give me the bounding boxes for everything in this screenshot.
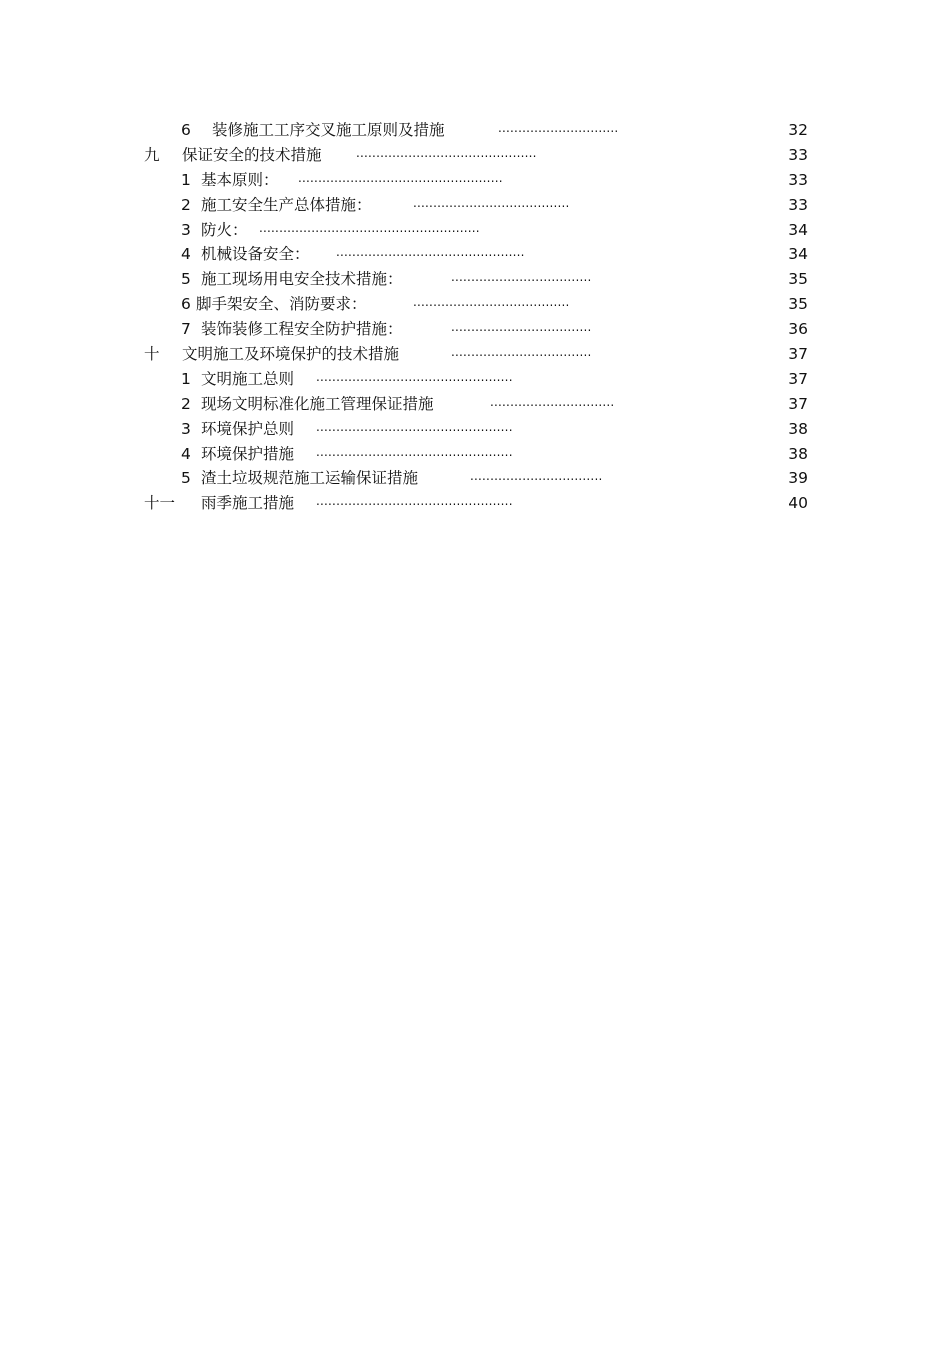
toc-entry-number: 6 — [181, 121, 191, 139]
toc-entry[interactable] — [0, 143, 950, 168]
toc-page-number[interactable]: 35 — [788, 295, 808, 314]
toc-entry-number: 2 — [181, 394, 191, 413]
toc-page-number[interactable]: 37 — [788, 394, 808, 413]
toc-leader-dots: ................................... — [451, 320, 592, 335]
toc-entry-number: 十 — [144, 345, 160, 364]
toc-page-number[interactable]: 32 — [788, 121, 808, 139]
toc-entry-title[interactable]: 环境保护措施 — [201, 444, 295, 463]
toc-entry-number: 3 — [181, 419, 191, 438]
toc-entry-title[interactable]: 现场文明标准化施工管理保证措施 — [201, 394, 434, 413]
toc-entry-number: 4 — [181, 245, 191, 264]
toc-entry-title[interactable]: 文明施工及环境保护的技术措施 — [182, 345, 400, 364]
toc-leader-dots: ................................................. — [316, 444, 513, 459]
toc-leader-dots: ................................................. — [316, 494, 513, 509]
toc-entry-title[interactable]: 装饰装修工程安全防护措施： — [201, 320, 403, 339]
toc-entry-title[interactable]: 施工安全生产总体措施： — [201, 195, 372, 214]
toc-entry-number: 6 — [181, 295, 191, 314]
toc-entry-number: 5 — [181, 270, 191, 289]
toc-entry[interactable] — [0, 392, 950, 417]
toc-leader-dots: ................................................. — [316, 369, 513, 384]
toc-entry[interactable] — [0, 442, 950, 467]
toc-leader-dots: ................................... — [451, 345, 592, 360]
toc-entry-title[interactable]: 防火： — [201, 220, 248, 239]
toc-leader-dots: ....................................................... — [259, 220, 480, 235]
toc-leader-dots: ................................................. — [316, 419, 513, 434]
toc-entry[interactable] — [0, 118, 950, 143]
toc-entry[interactable] — [0, 367, 950, 392]
table-of-contents — [0, 118, 950, 516]
toc-entry-number: 4 — [181, 444, 191, 463]
toc-entry-number: 1 — [181, 170, 191, 189]
toc-page-number[interactable]: 33 — [788, 170, 808, 189]
toc-page-number[interactable]: 36 — [788, 320, 808, 339]
toc-entry-number: 九 — [144, 145, 160, 164]
toc-page-number[interactable]: 33 — [788, 145, 808, 164]
toc-leader-dots: ....................................... — [413, 195, 570, 210]
toc-entry-title[interactable]: 施工现场用电安全技术措施： — [201, 270, 403, 289]
toc-leader-dots: ....................................... — [413, 295, 570, 310]
toc-entry-title[interactable]: 机械设备安全： — [201, 245, 310, 264]
toc-entry-title[interactable]: 基本原则： — [201, 170, 279, 189]
toc-leader-dots: ................................................... — [298, 170, 503, 185]
toc-entry-number: 3 — [181, 220, 191, 239]
toc-leader-dots: ............................................... — [336, 245, 525, 260]
toc-leader-dots: ............................................. — [356, 145, 537, 160]
toc-entry-title[interactable]: 保证安全的技术措施 — [182, 145, 322, 164]
toc-leader-dots: ................................... — [451, 270, 592, 285]
toc-leader-dots: ................................. — [470, 469, 603, 484]
toc-entry[interactable] — [0, 242, 950, 267]
toc-page-number[interactable]: 40 — [788, 494, 808, 513]
toc-entry[interactable] — [0, 267, 950, 292]
toc-page-number[interactable]: 38 — [788, 444, 808, 463]
toc-entry[interactable] — [0, 317, 950, 342]
toc-page-number[interactable]: 37 — [788, 345, 808, 364]
toc-page-number[interactable]: 38 — [788, 419, 808, 438]
toc-entry-title[interactable]: 环境保护总则 — [201, 419, 295, 438]
toc-entry[interactable] — [0, 466, 950, 491]
toc-entry-title[interactable]: 雨季施工措施 — [201, 494, 295, 513]
toc-page-number[interactable]: 37 — [788, 369, 808, 388]
toc-leader-dots: .............................. — [498, 121, 619, 135]
toc-entry-title[interactable]: 脚手架安全、消防要求： — [196, 295, 367, 314]
toc-leader-dots: ............................... — [490, 394, 615, 409]
toc-entry-title[interactable]: 装修施工工序交叉施工原则及措施 — [212, 121, 445, 139]
toc-entry-number: 7 — [181, 320, 191, 339]
toc-entry[interactable] — [0, 168, 950, 193]
toc-entry[interactable] — [0, 218, 950, 243]
toc-page-number[interactable]: 34 — [788, 245, 808, 264]
toc-entry-title[interactable]: 渣土垃圾规范施工运输保证措施 — [201, 469, 419, 488]
toc-entry[interactable] — [0, 417, 950, 442]
toc-entry-number: 5 — [181, 469, 191, 488]
toc-page-number[interactable]: 33 — [788, 195, 808, 214]
toc-entry-number: 1 — [181, 369, 191, 388]
toc-entry-number: 十一 — [144, 494, 176, 513]
toc-entry[interactable] — [0, 491, 950, 516]
toc-page-number[interactable]: 34 — [788, 220, 808, 239]
toc-entry-number: 2 — [181, 195, 191, 214]
toc-entry[interactable] — [0, 292, 950, 317]
toc-page-number[interactable]: 39 — [788, 469, 808, 488]
toc-entry[interactable] — [0, 193, 950, 218]
toc-entry-title[interactable]: 文明施工总则 — [201, 369, 295, 388]
toc-page-number[interactable]: 35 — [788, 270, 808, 289]
toc-entry[interactable] — [0, 342, 950, 367]
